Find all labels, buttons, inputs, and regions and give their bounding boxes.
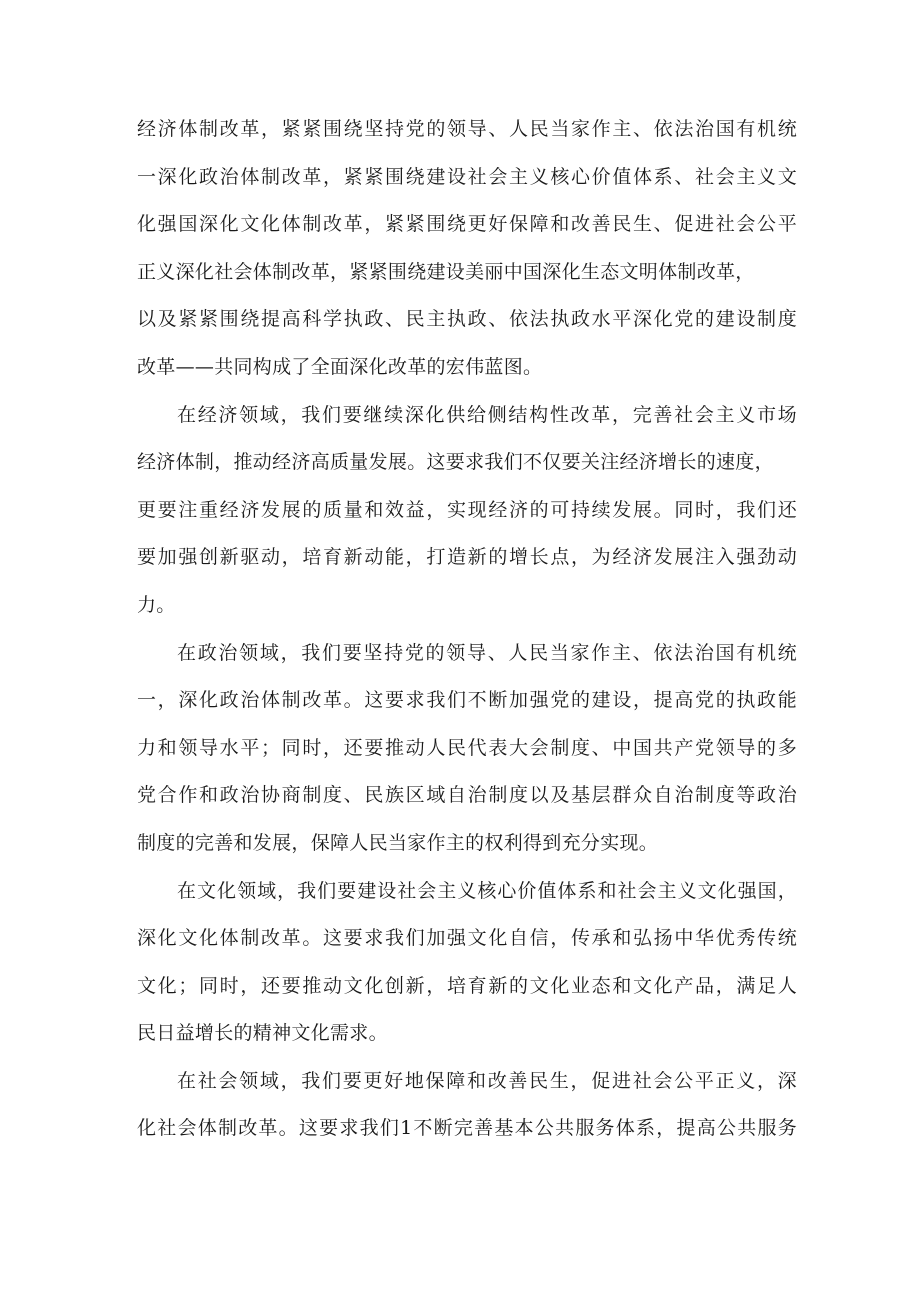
text-line: 党合作和政治协商制度、民族区域自治制度以及基层群众自治制度等政治 xyxy=(137,784,797,807)
text-line: 一深化政治体制改革，紧紧围绕建设社会主义核心价值体系、社会主义文 xyxy=(137,165,797,188)
text-line: 化强国深化文化体制改革，紧紧围绕更好保障和改善民生、促进社会公平 xyxy=(137,213,797,236)
text-line: 深化文化体制改革。这要求我们加强文化自信，传承和弘扬中华优秀传统 xyxy=(137,927,797,950)
text-line: 一，深化政治体制改革。这要求我们不断加强党的建设，提高党的执政能 xyxy=(137,689,797,712)
text-line: 经济体制，推动经济高质量发展。这要求我们不仅要关注经济增长的速度， xyxy=(137,451,774,474)
text-line: 在社会领域，我们要更好地保障和改善民生，促进社会公平正义，深 xyxy=(177,1069,797,1092)
text-line: 在文化领域，我们要建设社会主义核心价值体系和社会主义文化强国， xyxy=(177,879,797,902)
text-line: 力。 xyxy=(137,593,176,616)
document-body xyxy=(137,106,797,1153)
text-line: 在经济领域，我们要继续深化供给侧结构性改革，完善社会主义市场 xyxy=(177,403,797,426)
text-line: 要加强创新驱动，培育新动能，打造新的增长点，为经济发展注入强劲动 xyxy=(137,546,797,569)
text-line: 正义深化社会体制改革，紧紧围绕建设美丽中国深化生态文明体制改革， xyxy=(137,260,755,283)
text-line: 经济体制改革，紧紧围绕坚持党的领导、人民当家作主、依法治国有机统 xyxy=(137,118,797,140)
text-line: 改革——共同构成了全面深化改革的宏伟蓝图。 xyxy=(137,355,543,378)
text-line: 文化；同时，还要推动文化创新，培育新的文化业态和文化产品，满足人 xyxy=(137,974,797,997)
text-line: 在政治领域，我们要坚持党的领导、人民当家作主、依法治国有机统 xyxy=(177,641,797,664)
text-line: 力和领导水平；同时，还要推动人民代表大会制度、中国共产党领导的多 xyxy=(137,736,797,759)
text-line: 更要注重经济发展的质量和效益，实现经济的可持续发展。同时，我们还 xyxy=(137,498,797,521)
text-line: 以及紧紧围绕提高科学执政、民主执政、依法执政水平深化党的建设制度 xyxy=(137,308,797,331)
text-line: 制度的完善和发展，保障人民当家作主的权利得到充分实现。 xyxy=(137,831,659,854)
text-line: 化社会体制改革。这要求我们1不断完善基本公共服务体系，提高公共服务 xyxy=(137,1117,797,1140)
text-line: 民日益增长的精神文化需求。 xyxy=(137,1022,388,1045)
